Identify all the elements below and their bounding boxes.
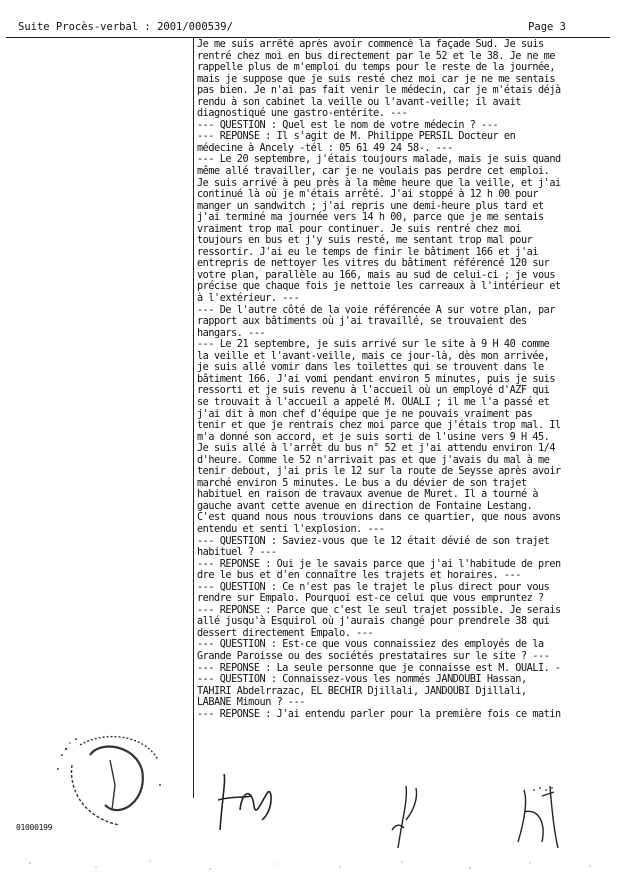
text-line: mais je suppose que je suis resté chez moi car je ne me sentais	[197, 73, 556, 85]
text-line: pas bien. Je n'ai pas fait venir le médecin, car je m'étais déjà	[197, 85, 561, 97]
text-line: --- QUESTION : Ce n'est pas le trajet le plus direct pour vous	[197, 581, 550, 593]
text-line: je suis allé vomir dans les toilettes qui se trouvent dans le	[197, 362, 544, 374]
text-line: LABANE Mimoun ? ---	[197, 697, 305, 709]
text-line: d'heure. Comme le 52 n'arrivait pas et que j'avais du mal à me	[197, 454, 550, 466]
signature-3	[498, 782, 578, 854]
text-line: Je suis allé à l'arrêt du bus n° 52 et j'ai attendu environ 1/4	[197, 443, 556, 455]
margin-code: 01000199	[16, 823, 53, 832]
signature-2	[378, 780, 438, 852]
text-line: rendre sur Empalo. Pourquoi est-ce celui que vous empruntez ?	[197, 593, 544, 605]
text-line: ressorti et je suis revenu à l'accueil où un employé d'AZF qui	[197, 385, 550, 397]
text-line: précise que chaque fois je nettoie les carreaux à l'intérieur et	[197, 281, 561, 293]
text-line: votre plan, parallèle au 166, mais au sud de celui-ci ; je vous	[197, 269, 556, 281]
text-line: --- REPONSE : La seule personne que je connaisse est M. OUALI. -	[197, 662, 561, 674]
text-line: habituel ? ---	[197, 547, 277, 559]
text-line: --- QUESTION : Saviez-vous que le 12 était dévié de son trajet	[197, 535, 550, 547]
text-line: j'ai dit à mon chef d'équipe que je ne pouvais vraiment pas	[197, 408, 533, 420]
text-line: médecine à Ancely -tél : 05 61 49 24 58-. ---	[197, 142, 453, 154]
statement-text	[197, 39, 609, 720]
text-line: hangars. ---	[197, 327, 266, 339]
text-line: --- REPONSE : J'ai entendu parler pour la première fois ce matin	[197, 708, 561, 720]
text-line: Je me suis arrêté après avoir commencé la façade Sud. Je suis	[197, 39, 544, 50]
text-line: vraiment trop mal pour continuer. Je suis rentré chez moi	[197, 223, 521, 235]
text-line: TAHIRI Abdelrrazac, EL BECHIR Djillali, JANDOUBI Djillali,	[197, 685, 527, 697]
text-line: entendu et senti l'explosion. ---	[197, 523, 385, 535]
text-line: à l'extérieur. ---	[197, 293, 300, 305]
text-line: la veille et l'avant-veille, mais ce jour-là, dès mon arrivée,	[197, 350, 550, 362]
text-line: Je suis arrivé à peu près à la même heure que la veille, et j'ai	[197, 177, 561, 189]
text-line: --- De l'autre côté de la voie référencée A sur votre plan, par	[197, 304, 556, 316]
text-line: rentré chez moi en bus directement par le 52 et le 38. Je ne me	[197, 50, 556, 62]
text-line: continué là où je m'étais arrêté. J'ai stoppé à 12 h 00 pour	[197, 189, 539, 201]
text-line: habituel en raison de travaux avenue de Muret. Il a tourné à	[197, 489, 539, 501]
text-line: rendu à son cabinet la veille ou l'avant-veille; il avait	[197, 96, 521, 108]
text-line: se trouvait à l'accueil a appelé M. OUALI ; il me l'a passé et	[197, 396, 550, 408]
text-line: tenir debout, j'ai pris le 12 sur la route de Seysse après avoir	[197, 466, 561, 478]
text-line: j'ai terminé ma journée vers 14 h 00, parce que je me sentais	[197, 212, 544, 224]
text-line: manger un sandwitch ; j'ai repris une demi-heure plus tard et	[197, 200, 544, 212]
text-line: même allé travailler, car je ne voulais pas perdre cet emploi.	[197, 166, 550, 178]
page-number: Page 3	[528, 21, 566, 33]
text-line: tenir et que je rentrais chez moi parce que j'étais trop mal. Il	[197, 420, 561, 432]
page-header	[4, 20, 616, 34]
text-line: --- REPONSE : Parce que c'est le seul trajet possible. Je serais	[197, 604, 561, 616]
text-line: entrepris de nettoyer les vitres du bâtiment référencé 120 sur	[197, 258, 550, 270]
text-line: gauche avant cette avenue en direction de Fontaine Lestang.	[197, 500, 533, 512]
text-line: marché environ 5 minutes. Le bus a du dévier de son trajet	[197, 477, 527, 489]
text-line: --- REPONSE : Oui je le savais parce que j'ai l'habitude de pren	[197, 558, 561, 570]
text-line: rapport aux bâtiments où j'ai travaillé, se trouvaient des	[197, 316, 527, 328]
text-line: --- QUESTION : Connaissez-vous les nommés JANDOUBI Hassan,	[197, 674, 527, 686]
margin-rule	[193, 38, 194, 798]
scan-speckles	[0, 855, 620, 875]
signature-1	[212, 770, 282, 840]
text-line: C'est quand nous nous trouvions dans ce quartier, que nous avons	[197, 512, 561, 524]
text-line: Grande Paroisse ou des sociétés prestataires sur le site ? ---	[197, 650, 550, 662]
text-line: ressortir. J'ai eu le temps de finir le bâtiment 166 et j'ai	[197, 246, 539, 258]
text-line: bâtiment 166. J'ai vomi pendant environ 5 minutes, puis je suis	[197, 373, 556, 385]
text-line: diagnostiqué une gastro-entérite. ---	[197, 108, 408, 120]
official-stamp	[50, 725, 180, 835]
text-line: m'a donné son accord, et je suis sorti de l'usine vers 9 H 45.	[197, 431, 550, 443]
text-line: --- QUESTION : Quel est le nom de votre médecin ? ---	[197, 119, 499, 131]
text-line: --- REPONSE : Il s'agit de M. Philippe PERSIL Docteur en	[197, 131, 516, 143]
text-line: dessert directement Empalo. ---	[197, 627, 374, 639]
text-line: --- QUESTION : Est-ce que vous connaissiez des employés de la	[197, 639, 544, 651]
text-line: --- Le 21 septembre, je suis arrivé sur le site à 9 H 40 comme	[197, 339, 550, 351]
text-line: --- Le 20 septembre, j'étais toujours malade, mais je suis quand	[197, 154, 561, 166]
text-line: dre le bus et d'en connaître les trajets et horaires. ---	[197, 570, 521, 582]
header-rule	[6, 37, 610, 38]
text-line: allé jusqu'à Esquirol où j'aurais changé pour prendrele 38 qui	[197, 616, 550, 628]
document-reference: Suite Procès-verbal : 2001/000539/	[18, 21, 233, 33]
text-line: toujours en bus et j'y suis resté, me sentant trop mal pour	[197, 235, 533, 247]
text-line: rappelle plus de m'emploi du temps pour le reste de la journée,	[197, 62, 556, 74]
